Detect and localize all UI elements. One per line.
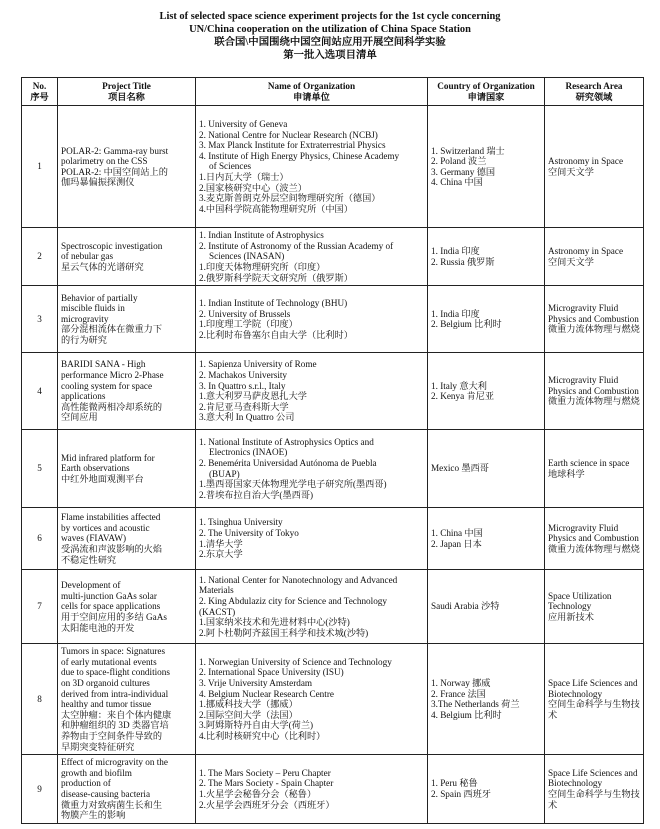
organization-line: 2. International Space University (ISU) — [199, 667, 344, 678]
organization-line: 2.火星学会西班牙分会（西班牙） — [199, 799, 335, 810]
organization-line: 1. Indian Institute of Astrophysics — [199, 230, 324, 241]
research-area-line: Technology — [548, 601, 592, 612]
organization-line: 1.印度天体物理研究所（印度） — [199, 261, 326, 272]
research-area-line: 地球科学 — [548, 468, 585, 479]
project-title — [58, 286, 196, 353]
project-title-line: 空间应用 — [61, 412, 98, 423]
project-title-line: 用于空间应用的多结 GaAs — [61, 611, 167, 622]
row-number — [22, 228, 58, 286]
research-area-line: Space Life Sciences and — [548, 767, 638, 778]
organization-line: 1. Indian Institute of Technology (BHU) — [199, 297, 348, 308]
country-line: 2. Kenya 肯尼亚 — [431, 391, 495, 402]
country-line: 2. Spain 西班牙 — [431, 788, 491, 799]
row-number — [22, 430, 58, 508]
row-number — [22, 570, 58, 644]
project-title-line: 中红外地面观测平台 — [61, 473, 144, 484]
organization-line: (BUAP) — [209, 468, 240, 479]
research-area — [545, 755, 644, 824]
organization-line: of Sciences — [209, 161, 252, 172]
project-title-line: growth and biofilm — [61, 767, 132, 778]
organization-line: 2.普埃布拉自治大学(墨西哥) — [199, 489, 314, 500]
project-title-line: 养物由于空间条件导致的 — [61, 730, 163, 741]
organization-line: 3. Vrije University Amsterdam — [199, 677, 313, 688]
project-title — [58, 570, 196, 644]
table-row — [22, 570, 644, 644]
project-title-line: multi-junction GaAs solar — [61, 590, 157, 601]
organization-line: 3. In Quattro s.r.l., Italy — [199, 380, 286, 391]
project-title-line: 高性能微两相冷却系统的 — [61, 401, 163, 412]
research-area — [545, 353, 644, 430]
project-title-line: performance Micro 2-Phase — [61, 369, 164, 380]
research-area — [545, 430, 644, 508]
country-line: 1. Norway 挪威 — [431, 677, 491, 688]
research-area-line: Biotechnology — [548, 778, 603, 789]
project-title-line: 部分混相流体在微重力下 — [61, 324, 163, 335]
table-row — [22, 286, 644, 353]
project-title-line: BARIDI SANA - High — [61, 359, 146, 370]
project-title-line: Effect of microgravity on the — [61, 757, 168, 768]
organization-line: 1. National Center for Nanotechnology and Advanced — [199, 574, 398, 585]
organization-line: 1.挪威科技大学（挪威） — [199, 699, 298, 710]
research-area-line: Microgravity Fluid — [548, 375, 619, 386]
project-title-line: 伽玛暴偏振探测仪 — [61, 177, 135, 188]
organization-line: 1.日内瓦大学（瑞士） — [199, 171, 289, 182]
country-line: 2. Japan 日本 — [431, 538, 482, 549]
project-title-line: POLAR-2: 中国空间站上的 — [61, 166, 168, 177]
organization-line: 4.比利时核研究中心（比利时） — [199, 730, 326, 741]
country-line: 1. India 印度 — [431, 246, 480, 257]
organization — [196, 755, 428, 824]
research-area-line: Astronomy in Space — [548, 156, 624, 167]
project-title-line: production of — [61, 778, 111, 789]
organization-line: 2.俄罗斯科学院天文研究所（俄罗斯） — [199, 272, 353, 283]
research-area-line: 微重力流体物理与燃烧 — [548, 543, 640, 554]
project-title-line: cooling system for space — [61, 380, 153, 391]
country-line: 1. Italy 意大利 — [431, 380, 487, 391]
research-area — [545, 106, 644, 228]
organization-line: 4. Belgium Nuclear Research Centre — [199, 688, 334, 699]
row-number — [22, 106, 58, 228]
research-area-line: 空间天文学 — [548, 256, 594, 267]
country-line: 4. Belgium 比利时 — [431, 709, 502, 720]
row-number-text: 4 — [37, 385, 42, 396]
project-title-line: waves (FIAVAW) — [61, 533, 127, 544]
organization-line: 1.印度理工学院（印度） — [199, 319, 298, 330]
research-area-line: 微重力流体物理与燃烧 — [548, 324, 640, 335]
research-area-line: 微重力流体物理与燃烧 — [548, 396, 640, 407]
country — [428, 644, 545, 755]
research-area-line: 应用新技术 — [548, 611, 594, 622]
project-title-line: on 3D organoid cultures — [61, 677, 150, 688]
row-number-text: 5 — [37, 463, 42, 474]
project-title — [58, 508, 196, 570]
row-number — [22, 286, 58, 353]
organization-line: Electronics (INAOE) — [209, 447, 288, 458]
organization-line: 3.阿姆斯特丹自由大学(荷兰) — [199, 720, 314, 731]
research-area-line: 空间生命科学与生物技 — [548, 699, 640, 710]
project-title-line: 太空肿瘤：来自个体内健康 — [61, 709, 172, 720]
project-title — [58, 106, 196, 228]
organization-line: 3.意大利 In Quattro 公司 — [199, 412, 295, 423]
organization-line: 1.国家纳米技术和先进材料中心(沙特) — [199, 617, 350, 628]
project-title-line: 早期突变特征研究 — [61, 741, 135, 752]
row-number-text: 3 — [37, 313, 42, 324]
project-title-line: 物膜产生的影响 — [61, 810, 126, 821]
organization-line: 1.火星学会秘鲁分会（秘鲁） — [199, 788, 317, 799]
row-number — [22, 353, 58, 430]
heading-line-2: UN/China cooperation on the utilization of China Space Station — [189, 24, 471, 35]
col-header-area: Research Area 研究领域 — [545, 78, 644, 106]
table-row — [22, 228, 644, 286]
research-area-line: Microgravity Fluid — [548, 303, 619, 314]
country-line: 3.The Netherlands 荷兰 — [431, 699, 520, 710]
project-title-line: by vortices and acoustic — [61, 522, 150, 533]
country — [428, 228, 545, 286]
project-title-line: due to space-flight conditions — [61, 667, 170, 678]
organization-line: 3. Max Planck Institute for Extraterrestrial Physics — [199, 140, 386, 151]
research-area-line: Space Life Sciences and — [548, 677, 638, 688]
heading-line-4: 第一批入选项目清单 — [283, 50, 377, 61]
country-line: 1. India 印度 — [431, 308, 480, 319]
organization-line: 1. Sapienza University of Rome — [199, 359, 317, 370]
document-heading — [0, 10, 660, 62]
heading-line-3: 联合国\中国围绕中国空间站应用开展空间科学实验 — [214, 37, 446, 48]
country — [428, 570, 545, 644]
project-title-line: 受涡流和声波影响的火焰 — [61, 543, 163, 554]
row-number-text: 6 — [37, 533, 42, 544]
project-title-line: Behavior of partially — [61, 292, 138, 303]
research-area — [545, 508, 644, 570]
organization-line: 4. Institute of High Energy Physics, Chinese Academy — [199, 150, 400, 161]
country-line: 4. China 中国 — [431, 177, 483, 188]
organization — [196, 644, 428, 755]
organization — [196, 508, 428, 570]
project-title — [58, 353, 196, 430]
research-area-line: Biotechnology — [548, 688, 603, 699]
organization-line: 2. National Centre for Nuclear Research (NCBJ) — [199, 129, 378, 140]
organization-line: 1.意大利罗马萨皮恩扎大学 — [199, 391, 307, 402]
project-title-line: polarimetry on the CSS — [61, 156, 148, 167]
project-title-line: 的行为研究 — [61, 335, 107, 346]
organization-line: 1. Norwegian University of Science and Technology — [199, 656, 392, 667]
project-title-line: Earth observations — [61, 463, 130, 474]
country-line: 1. Switzerland 瑞士 — [431, 145, 505, 156]
country — [428, 353, 545, 430]
country — [428, 755, 545, 824]
organization-line: 3.麦克斯普朗克外层空间物理研究所（德国） — [199, 193, 381, 204]
research-area-line: Space Utilization — [548, 590, 612, 601]
research-area-line: Physics and Combustion — [548, 533, 639, 544]
country-line: 2. Poland 波兰 — [431, 156, 487, 167]
col-header-title: Project Title 项目名称 — [58, 78, 196, 106]
row-number — [22, 644, 58, 755]
row-number — [22, 755, 58, 824]
project-title-line: 微重力对致病菌生长和生 — [61, 799, 163, 810]
country — [428, 106, 545, 228]
organization-line: 2. Institute of Astronomy of the Russian Academy of — [199, 240, 394, 251]
research-area-line: 空间天文学 — [548, 166, 594, 177]
research-area — [545, 286, 644, 353]
organization-line: 2. University of Brussels — [199, 308, 291, 319]
table-header-row — [22, 78, 644, 106]
project-title-line: 不稳定性研究 — [61, 554, 117, 565]
table-row — [22, 644, 644, 755]
table-row — [22, 430, 644, 508]
organization — [196, 353, 428, 430]
organization — [196, 570, 428, 644]
country — [428, 508, 545, 570]
heading-line-1: List of selected space science experiment projects for the 1st cycle concerning — [159, 11, 501, 22]
row-number — [22, 508, 58, 570]
organization-line: 1. Tsinghua University — [199, 517, 283, 528]
research-area-line: 术 — [548, 799, 558, 810]
organization-line: 2. King Abdulaziz city for Science and Technology — [199, 596, 387, 607]
table-row — [22, 353, 644, 430]
organization-line: 2. Benemérita Universidad Autónoma de Puebla — [199, 458, 377, 469]
country-line: 1. Peru 秘鲁 — [431, 778, 478, 789]
research-area-line: Microgravity Fluid — [548, 522, 619, 533]
project-title — [58, 228, 196, 286]
organization — [196, 228, 428, 286]
project-title-line: derived from intra-individual — [61, 688, 169, 699]
project-title-line: applications — [61, 391, 106, 402]
organization-line: Materials — [199, 585, 234, 596]
project-title-line: of early mutational events — [61, 656, 157, 667]
organization — [196, 106, 428, 228]
table-row — [22, 508, 644, 570]
organization-line: 2.国际空间大学（法国） — [199, 709, 298, 720]
col-header-organization: Name of Organization 申请单位 — [196, 78, 428, 106]
row-number-text: 8 — [37, 693, 42, 704]
row-number-text: 9 — [37, 783, 42, 794]
research-area-line: Astronomy in Space — [548, 246, 624, 257]
project-title — [58, 430, 196, 508]
project-title-line: of nebular gas — [61, 251, 114, 262]
project-title-line: healthy and tumor tissue — [61, 699, 152, 710]
project-title-line: microgravity — [61, 313, 109, 324]
project-title-line: Mid infrared platform for — [61, 452, 155, 463]
col-header-no: No. 序号 — [22, 78, 58, 106]
organization-line: 1. The Mars Society – Peru Chapter — [199, 767, 331, 778]
country — [428, 286, 545, 353]
organization-line: 1. National Institute of Astrophysics Optics and — [199, 436, 374, 447]
project-title-line: Tumors in space: Signatures — [61, 646, 166, 657]
organization-line: 2.肯尼亚马查科斯大学 — [199, 401, 289, 412]
research-area-line: Earth science in space — [548, 458, 630, 469]
project-title-line: 和肿瘤组织的 3D 类器官培 — [61, 720, 169, 731]
row-number-text: 2 — [37, 251, 42, 262]
research-area-line: Physics and Combustion — [548, 385, 639, 396]
country-line: Saudi Arabia 沙特 — [431, 601, 500, 612]
organization-line: 2. Machakos University — [199, 369, 288, 380]
research-area-line: 空间生命科学与生物技 — [548, 788, 640, 799]
organization-line: 1.清华大学 — [199, 538, 243, 549]
organization — [196, 430, 428, 508]
project-title-line: Spectroscopic investigation — [61, 240, 163, 251]
col-header-country: Country of Organization 申请国家 — [428, 78, 545, 106]
table-row — [22, 755, 644, 824]
organization-line: Sciences (INASAN) — [209, 251, 285, 262]
organization-line: 2. The University of Tokyo — [199, 528, 299, 539]
country-line: 2. Belgium 比利时 — [431, 319, 502, 330]
research-area — [545, 570, 644, 644]
project-title-line: POLAR-2: Gamma-ray burst — [61, 145, 169, 156]
project-title-line: miscible fluids in — [61, 303, 125, 314]
organization — [196, 286, 428, 353]
country — [428, 430, 545, 508]
project-title-line: cells for space applications — [61, 601, 161, 612]
country-line: 2. France 法国 — [431, 688, 486, 699]
research-area — [545, 644, 644, 755]
research-area-line: Physics and Combustion — [548, 313, 639, 324]
table-row — [22, 106, 644, 228]
organization-line: 2. The Mars Society - Spain Chapter — [199, 778, 334, 789]
organization-line: (KACST) — [199, 606, 236, 617]
organization-line: 1.墨西哥国家天体物理光学电子研究所(墨西哥) — [199, 479, 387, 490]
row-number-text: 7 — [37, 601, 42, 612]
organization-line: 2.阿卜杜勒阿齐兹国王科学和技术城(沙特) — [199, 627, 369, 638]
project-title — [58, 644, 196, 755]
country-line: 3. Germany 德国 — [431, 166, 496, 177]
project-title-line: Flame instabilities affected — [61, 512, 161, 523]
country-line: Mexico 墨西哥 — [431, 463, 489, 474]
country-line: 1. China 中国 — [431, 528, 483, 539]
organization-line: 4.中国科学院高能物理研究所（中国） — [199, 203, 353, 214]
project-title-line: disease-causing bacteria — [61, 788, 151, 799]
research-area — [545, 228, 644, 286]
organization-line: 2.东京大学 — [199, 549, 243, 560]
project-title-line: 星云气体的光谱研究 — [61, 261, 144, 272]
project-title — [58, 755, 196, 824]
projects-table — [21, 77, 644, 824]
country-line: 2. Russia 俄罗斯 — [431, 256, 495, 267]
project-title-line: 太阳能电池的开发 — [61, 622, 135, 633]
research-area-line: 术 — [548, 709, 558, 720]
organization-line: 2.国家核研究中心（波兰） — [199, 182, 307, 193]
project-title-line: Development of — [61, 580, 121, 591]
organization-line: 1. University of Geneva — [199, 119, 288, 130]
row-number-text: 1 — [37, 161, 42, 172]
organization-line: 2.比利时布鲁塞尔自由大学（比利时） — [199, 329, 353, 340]
